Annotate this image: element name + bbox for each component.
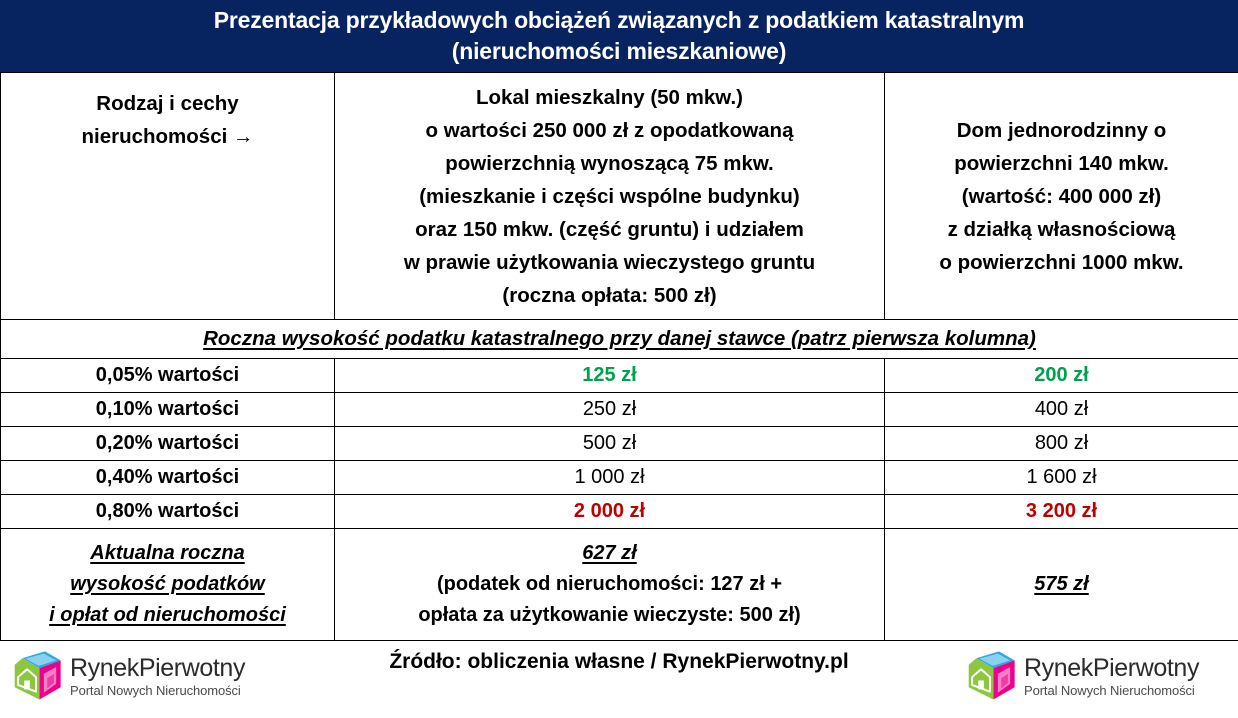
- rynek-pierwotny-cube-icon: [962, 648, 1018, 704]
- header-cell-apartment: [335, 73, 885, 320]
- rate-house-3: 1 600 zł: [885, 461, 1238, 495]
- header-b-line-7: (roczna opłata: 500 zł): [502, 283, 717, 307]
- summary-label-line-3: i opłat od nieruchomości: [49, 604, 286, 626]
- rate-house-4: 3 200 zł: [885, 495, 1238, 529]
- rate-label-2: 0,20% wartości: [1, 427, 335, 461]
- logo-right-tagline: Portal Nowych Nieruchomości: [1024, 682, 1195, 698]
- summary-apartment-amount: 627 zł: [582, 542, 637, 564]
- rate-apartment-1: 250 zł: [335, 393, 885, 427]
- logo-right[interactable]: [962, 648, 1199, 704]
- summary-house: [885, 529, 1238, 641]
- footer: [0, 646, 1238, 718]
- summary-house-amount: 575 zł: [1034, 573, 1089, 595]
- tax-comparison-table: [0, 72, 1238, 641]
- table-header-row: [1, 73, 1238, 320]
- logo-left-text: [70, 653, 246, 698]
- rate-label-4: 0,80% wartości: [1, 495, 335, 529]
- summary-label-line-1: Aktualna roczna: [90, 542, 245, 564]
- header-a-line-2: nieruchomości →: [81, 125, 254, 148]
- header-c-line-5: o powierzchni 1000 mkw.: [939, 250, 1184, 274]
- title-line-2: (nieruchomości mieszkaniowe): [451, 38, 787, 64]
- logo-right-text: [1024, 653, 1200, 698]
- table-subheader-row: [1, 320, 1238, 359]
- summary-apartment: [335, 529, 885, 641]
- header-b-line-6: w prawie użytkowania wieczystego gruntu: [403, 250, 816, 274]
- summary-label: [1, 529, 335, 641]
- logo-left-name: RynekPierwotny: [70, 653, 246, 682]
- rate-house-1: 400 zł: [885, 393, 1238, 427]
- title-line-1: Prezentacja przykładowych obciążeń związanych z podatkiem katastralnym: [213, 7, 1025, 33]
- summary-apartment-note-1: (podatek od nieruchomości: 127 zł +: [436, 573, 783, 595]
- table-row: [1, 461, 1238, 495]
- summary-label-line-2: wysokość podatków: [70, 573, 265, 595]
- rynek-pierwotny-cube-icon: [8, 648, 64, 704]
- source-note: Źródło: obliczenia własne / RynekPierwotny.pl: [389, 650, 849, 673]
- header-cell-property-type: [1, 73, 335, 320]
- title-banner: [0, 0, 1238, 72]
- table-summary-row: [1, 529, 1238, 641]
- logo-right-name: RynekPierwotny: [1024, 653, 1200, 682]
- table-row: [1, 495, 1238, 529]
- header-b-line-4: (mieszkanie i części wspólne budynku): [419, 184, 800, 208]
- table-row: [1, 427, 1238, 461]
- subheader-annual-tax: Roczna wysokość podatku katastralnego przy danej stawce (patrz pierwsza kolumna): [1, 320, 1238, 359]
- rate-apartment-0: 125 zł: [335, 359, 885, 393]
- header-c-line-1: Dom jednorodzinny o: [956, 118, 1167, 142]
- header-cell-house: [885, 73, 1238, 320]
- rate-apartment-2: 500 zł: [335, 427, 885, 461]
- header-b-line-3: powierzchnią wynoszącą 75 mkw.: [445, 151, 774, 175]
- summary-apartment-note-2: opłata za użytkowanie wieczyste: 500 zł): [418, 604, 801, 626]
- rate-label-3: 0,40% wartości: [1, 461, 335, 495]
- header-a-line-1: Rodzaj i cechy: [96, 92, 239, 115]
- header-b-line-1: Lokal mieszkalny (50 mkw.): [476, 85, 743, 109]
- rate-house-2: 800 zł: [885, 427, 1238, 461]
- logo-left[interactable]: [8, 648, 245, 704]
- header-b-line-2: o wartości 250 000 zł z opodatkowaną: [425, 118, 794, 142]
- rate-apartment-3: 1 000 zł: [335, 461, 885, 495]
- rate-apartment-4: 2 000 zł: [335, 495, 885, 529]
- rate-house-0: 200 zł: [885, 359, 1238, 393]
- rate-label-1: 0,10% wartości: [1, 393, 335, 427]
- rate-label-0: 0,05% wartości: [1, 359, 335, 393]
- header-c-line-2: powierzchni 140 mkw.: [954, 151, 1169, 175]
- header-c-line-3: (wartość: 400 000 zł): [961, 184, 1162, 208]
- table-row: [1, 359, 1238, 393]
- header-c-line-4: z działką własnościową: [947, 217, 1176, 241]
- header-b-line-5: oraz 150 mkw. (część gruntu) i udziałem: [415, 217, 804, 241]
- table-row: [1, 393, 1238, 427]
- logo-left-tagline: Portal Nowych Nieruchomości: [70, 682, 241, 698]
